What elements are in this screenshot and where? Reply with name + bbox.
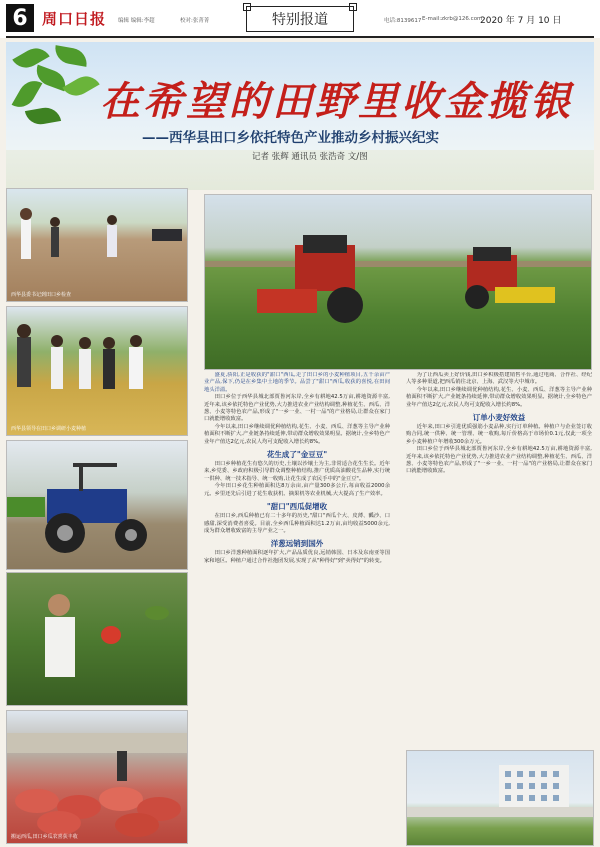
paragraph: 今年以来,田口乡继续调优种植结构,花生、小麦、西瓜、洋葱等主导产业种植面积不断扩大,产业链条持续延伸,带动群众增收效果明显。据统计,全乡特色产业年产值达2亿元,农民人均可支配收入增长约8%。 (406, 386, 592, 408)
issue-date: 2020 年 7 月 10 日 (480, 16, 562, 26)
paragraph: 今年以来,田口乡继续调优种植结构,花生、小麦、西瓜、洋葱等主导产业种植面积不断扩大,产业链条持续延伸,带动群众增收效果明显。据统计,全乡特色产业年产值达2亿元,农民人均可支配收入增长约8%。 (204, 423, 390, 445)
photo-wheat-field (6, 306, 188, 436)
editor-credit: 编辑 编辑:李超 (118, 18, 155, 24)
paragraph: 在田口乡,西瓜种植已有二十多年的历史,"甜口"西瓜个大、皮薄、瓤沙、口感甜,深受消费者喜爱。目前,全乡西瓜种植面积达1.2万亩,亩均收益5000余元,成为群众增收致富的主导产业之一。 (204, 513, 390, 534)
article-column-right (406, 372, 592, 746)
subheadline: ——西华县田口乡依托特色产业推动乡村振兴纪实 (142, 130, 439, 146)
photo-tractor (6, 440, 188, 570)
paragraph: 田口乡种植花生有悠久的历史,土壤以沙壤土为主,非常适合花生生长。近年来,乡党委、乡政府积极引导群众调整种植结构,推广优质高油酸花生品种,实行统一供种、统一技术指导、统一收购,让花生成了农民手中的"金豆豆"。 (204, 461, 390, 482)
section-heading: 订单小麦好效益 (472, 413, 526, 423)
phone-number: 电话:8139617 (384, 18, 422, 24)
photo-caption: 搬运西瓜,田口乡瓜农喜获丰收 (11, 834, 78, 840)
photo-watermelon-grower (6, 572, 188, 706)
photo-combine-harvest (204, 194, 592, 370)
section-heading: "甜口"西瓜促增收 (266, 502, 328, 512)
paragraph: 田口乡位于西华县城北部贾鲁河东岸,全乡有耕地42.5万亩,耕地资源丰富,近年来,该乡依托特色产业优势,大力推进农业产业结构调整,种植花生、西瓜、洋葱、小麦等特色农产品,形成了"一乡一业、一村一品"的产业格局,让群众在家门口就能增收致富。 (204, 394, 390, 423)
photo-caption: 西华县委书记到田口乡检查 (11, 292, 72, 298)
leaf-icon (62, 71, 99, 102)
photo-caption: 西华县领导在田口乡调研小麦种植 (11, 426, 87, 432)
photo-harvest-sacks (6, 710, 188, 844)
lead-paragraph: 盛夏,骄阳,正是收获的"甜口"西瓜,走了田口乡的小麦种植项目,五千余亩产业产品,保下,仍是在乡集中土地的季节。品尝了"甜口"西瓜,收获的喜悦,在田间地头洋溢。 (204, 372, 390, 393)
people-figures (7, 189, 187, 301)
harvesters-figure (205, 195, 591, 369)
paragraph: 为了让西瓜卖上好价钱,田口乡积极搭建销售平台,通过电商、合作社、经纪人等多种渠道,把西瓜销往北京、上海、武汉等大中城市。 (406, 372, 592, 386)
leaf-icon (12, 75, 43, 112)
article-column-left (204, 372, 390, 565)
newspaper-brand: 周口日报 (42, 10, 107, 28)
paragraph: 近年来,田口乡引进优质强筋小麦品种,实行订单种植。种植户与企业签订收购合同,统一供种、统一管理、统一收购,每斤价格高于市场价0.1元,仅此一项全乡小麦种植户年增收300余万元。 (406, 424, 592, 445)
people-figures (7, 307, 187, 435)
sacks-figure (7, 711, 187, 843)
proof-credit: 校对:张菁菁 (180, 18, 210, 24)
paragraph: 今年田口乡花生种植面积达8万余亩,亩产量300多公斤,每亩收益2000余元。乡里还先后引进了花生收获机、摘果机等农业机械,大大提高了生产效率。 (204, 483, 390, 497)
section-heading: 花生成了"金豆豆" (266, 450, 328, 460)
section-title: 特别报道 (246, 6, 354, 32)
article-body (204, 372, 596, 846)
paragraph: 田口乡洋葱种植面积逐年扩大,产品品质优良,远销韩国、日本及东南亚等国家和地区。种植户通过合作社抱团发展,实现了从"种得好"到"卖得好"的转变。 (204, 550, 390, 564)
leaf-icon (53, 45, 89, 67)
header-rule (6, 36, 594, 38)
farmer-figure (7, 573, 187, 705)
paragraph: 田口乡位于西华县城北部贾鲁河东岸,全乡有耕地42.5万亩,耕地资源丰富,近年来,该乡依托特色产业优势,大力推进农业产业结构调整,种植花生、西瓜、洋葱、小麦等特色农产品,形成了"一乡一业、一村一品"的产业格局,让群众在家门口就能增收致富。 (406, 446, 592, 475)
photo-field-inspection (6, 188, 188, 302)
byline: 记者 张辉 通讯员 张浩奇 文/图 (252, 152, 368, 162)
tractor-icon (7, 441, 187, 569)
page-number: 6 (6, 4, 34, 32)
section-heading: 洋葱远销到国外 (270, 539, 324, 549)
headline: 在希望的田野里收金揽银 (100, 78, 573, 125)
email-address: E-mail:zkrb@126.com (422, 16, 483, 22)
leaf-icon (25, 105, 61, 127)
